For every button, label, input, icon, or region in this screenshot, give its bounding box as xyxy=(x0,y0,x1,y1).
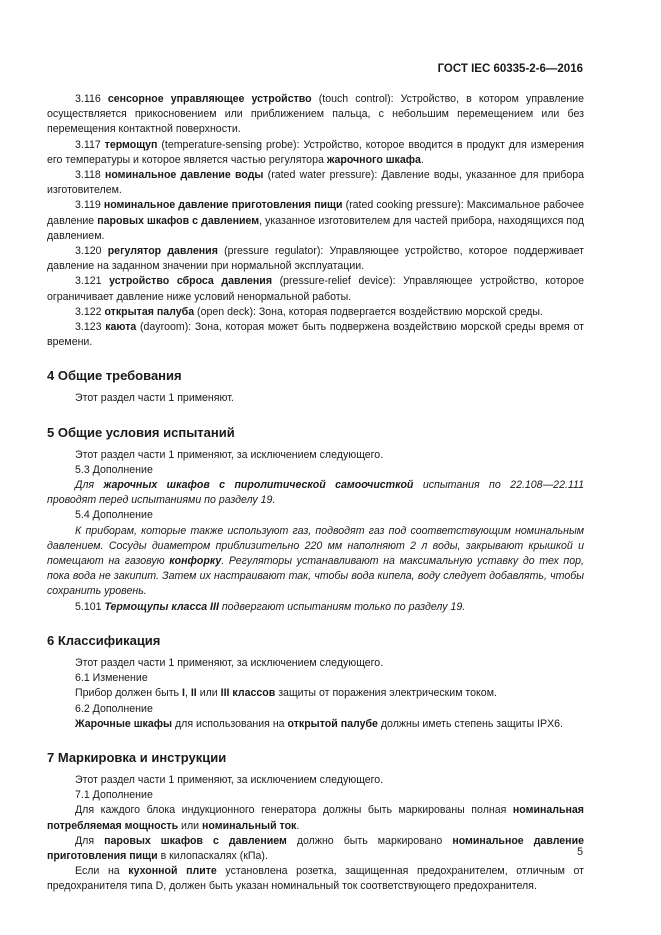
section-heading: 7 Маркировка и инструкции xyxy=(47,749,227,765)
text-run: или xyxy=(196,687,221,700)
text-run: 5.101 xyxy=(75,600,105,613)
text-run: паровых шкафов с давлением xyxy=(97,214,260,227)
text-run: Если на xyxy=(75,865,129,878)
text-run: регулятор давления xyxy=(107,245,218,258)
text-run: номинальное давление приготовления пищи xyxy=(103,199,343,212)
text-run: каюта xyxy=(105,321,137,334)
text-run: Для xyxy=(75,479,104,492)
section-paragraph xyxy=(47,834,584,864)
definition-paragraph xyxy=(47,244,584,274)
section-paragraph xyxy=(47,686,584,701)
text-run: жарочных шкафов с пиролитической самоочисткой xyxy=(103,479,414,492)
text-run: сенсорное управляющее устройство xyxy=(107,93,312,105)
text-run: Этот раздел части 1 применяют, за исключением следующего. xyxy=(75,448,384,461)
text-run: 3.122 xyxy=(75,305,105,318)
text-run: I xyxy=(182,687,185,700)
document-body xyxy=(47,92,584,895)
section-heading: 6 Классификация xyxy=(47,632,161,648)
text-run: III классов xyxy=(220,687,276,700)
section-paragraph xyxy=(47,600,584,615)
text-run: 5.4 Дополнение xyxy=(75,509,153,522)
text-run: 3.121 xyxy=(75,275,110,288)
text-run: 3.116 xyxy=(75,93,108,105)
section-paragraph xyxy=(47,508,584,523)
document-header: ГОСТ IEC 60335-2-6—2016 xyxy=(437,63,583,75)
text-run: , xyxy=(184,687,191,700)
text-run: должны иметь степень защиты IPX6. xyxy=(377,717,564,730)
text-run: для использования на xyxy=(172,717,288,730)
definition-paragraph xyxy=(47,138,584,168)
section-heading: 4 Общие требования xyxy=(47,368,182,384)
text-run: К приборам, которые также используют газ, подводят газ под соответствующим номинальным давлением. Сосуды диаметром приблизительно 220 мм наполняют 2 л воды, закрывают крышкой и помещают на газовую xyxy=(47,524,584,568)
text-run: . xyxy=(296,819,300,832)
section-paragraph xyxy=(47,788,584,803)
text-run: Этот раздел части 1 применяют, за исключением следующего. xyxy=(75,773,384,786)
text-run: (touch control): Устройство, в котором управление осуществляется прикосновением или приближением пальца, с небольшим перемещением или без перемещения контактной поверхности. xyxy=(47,93,584,136)
text-run: открытая палуба xyxy=(104,305,195,318)
definition-paragraph xyxy=(47,92,584,138)
text-run: 3.120 xyxy=(75,245,108,258)
text-run: открытой палубе xyxy=(287,717,378,730)
text-run: должно быть маркировано xyxy=(286,834,453,847)
text-run: (temperature-sensing probe): Устройство, которое вводится в продукт для измерения его температуры и которое является частью регулятора xyxy=(47,138,584,166)
text-run: 6.2 Дополнение xyxy=(75,702,153,715)
section-paragraph xyxy=(47,391,584,406)
text-run: номинальное давление приготовления пищи xyxy=(47,834,584,862)
section-paragraph xyxy=(47,803,584,833)
section-paragraph xyxy=(47,463,584,478)
text-run: 6.1 Изменение xyxy=(75,672,148,685)
text-run: 3.119 xyxy=(75,199,104,212)
section-paragraph xyxy=(47,702,584,717)
text-run: 5.3 Дополнение xyxy=(75,463,153,476)
text-run: номинальная потребляемая мощность xyxy=(47,804,584,832)
page-number: 5 xyxy=(577,846,583,858)
section-paragraph xyxy=(47,717,584,732)
section-paragraph xyxy=(47,478,584,508)
text-run: (rated water pressure): Давление воды, указанное для прибора изготовителем. xyxy=(47,169,584,197)
text-run: Жарочные шкафы xyxy=(75,717,173,730)
section-paragraph xyxy=(47,773,584,788)
text-run: (dayroom): Зона, которая может быть подвержена воздействию морской среды время от времени. xyxy=(47,321,584,349)
section-heading: 5 Общие условия испытаний xyxy=(47,424,235,440)
text-run: испытания по 22.108—22.111 проводят перед испытаниями по разделу 19. xyxy=(47,479,585,507)
definition-paragraph xyxy=(47,305,584,320)
text-run: Для каждого блока индукционного генератора должны быть маркированы полная xyxy=(75,804,513,817)
text-run: номинальный ток xyxy=(202,819,297,832)
text-run: в килопаскалях (кПа). xyxy=(157,849,268,862)
text-run: или xyxy=(178,819,203,832)
section-paragraph xyxy=(47,448,584,463)
text-run: термощуп xyxy=(104,138,158,151)
text-run: (pressure-relief device): Управляющее устройство, которое ограничивает давление ниже условий ненормальной работы. xyxy=(47,275,584,303)
definition-paragraph xyxy=(47,168,584,198)
text-run: жарочного шкафа xyxy=(326,153,421,166)
definition-paragraph xyxy=(47,320,584,350)
text-run: конфорку xyxy=(169,555,222,568)
text-run: II xyxy=(190,687,197,700)
section-paragraph xyxy=(47,671,584,686)
text-run: паровых шкафов с давлением xyxy=(104,834,287,847)
text-run: Прибор должен быть xyxy=(75,687,183,700)
text-run: Термощупы класса III xyxy=(104,600,219,613)
text-run: подвергают испытаниям только по разделу 19. xyxy=(218,600,466,613)
text-run: (rated cooking pressure): Максимальное рабочее давление xyxy=(47,199,585,227)
section-paragraph xyxy=(47,524,584,600)
text-run: 3.117 xyxy=(75,138,105,151)
text-run: (open deck): Зона, которая подвергается воздействию морской среды. xyxy=(194,305,543,318)
text-run: 7.1 Дополнение xyxy=(75,789,153,802)
text-run: номинальное давление воды xyxy=(104,169,264,182)
text-run: 3.118 xyxy=(75,169,105,182)
text-run: Для xyxy=(75,834,105,847)
text-run: кухонной плите xyxy=(128,865,217,878)
text-run: (pressure regulator): Управляющее устройство, которое поддерживает давление на заданном значении при нормальной эксплуатации. xyxy=(47,245,584,273)
definition-paragraph xyxy=(47,198,584,244)
text-run: . Регуляторы устанавливают на максимальную уставку до тех пор, пока вода не закипит. Затем их настраивают так, чтобы вода кипела, воду следует добавлять, чтобы сохранить уровень. xyxy=(47,555,584,598)
text-run: , указанное изготовителем для частей прибора, находящихся под давлением. xyxy=(47,214,584,242)
section-paragraph xyxy=(47,656,584,671)
text-run: Этот раздел части 1 применяют, за исключением следующего. xyxy=(75,656,384,669)
text-run: Этот раздел части 1 применяют. xyxy=(75,392,234,405)
text-run: установлена розетка, защищенная предохранителем, отличным от предохранителя типа D, должен быть указан номинальный ток соответствующего предохранителя. xyxy=(47,865,584,893)
text-run: 3.123 xyxy=(75,321,106,334)
text-run: . xyxy=(420,153,424,166)
definition-paragraph xyxy=(47,274,584,304)
section-paragraph xyxy=(47,864,584,894)
text-run: устройство сброса давления xyxy=(109,275,272,288)
text-run: защиты от поражения электрическим током. xyxy=(275,687,497,700)
